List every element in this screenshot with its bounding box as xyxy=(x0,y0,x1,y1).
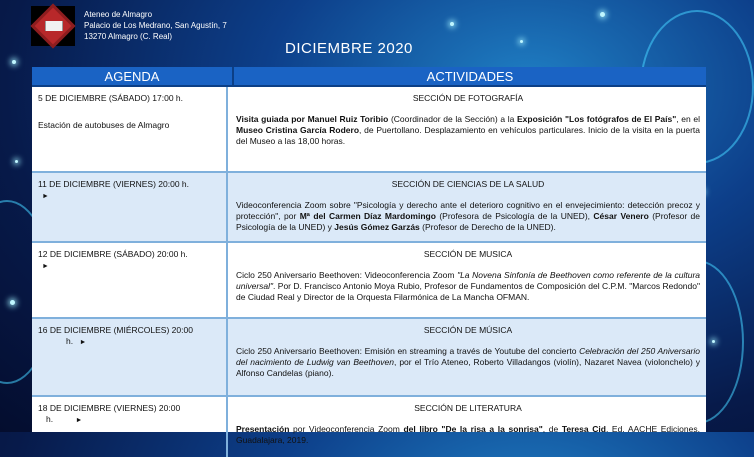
event-date: 18 DE DICIEMBRE (VIERNES) 20:00 xyxy=(38,403,181,413)
table-row xyxy=(32,87,706,173)
column-header-activities: ACTIVIDADES xyxy=(426,68,514,84)
decorative-sparkle xyxy=(600,12,605,17)
event-date: 16 DE DICIEMBRE (MIÉRCOLES) 20:00 xyxy=(38,325,193,335)
column-header-agenda: AGENDA xyxy=(32,67,234,85)
table-header xyxy=(32,67,706,87)
agenda-cell xyxy=(32,87,228,171)
section-title: SECCIÓN DE MUSICA xyxy=(423,249,513,259)
activity-text: Teresa Cid xyxy=(561,424,606,434)
activity-text: concierto xyxy=(541,346,580,356)
agenda-cell xyxy=(32,173,228,241)
activity-cell xyxy=(228,243,706,317)
agenda-table xyxy=(32,67,706,445)
activity-text: del libro "De la risa a la sonrisa" xyxy=(403,424,543,434)
activity-text: , de Puertollano. Desplazamiento en vehículos particulares. Inicio de la visita en la puerta del Museo a las 18,00 horas. xyxy=(236,125,700,146)
activity-text: , en el xyxy=(676,114,701,124)
event-date-suffix: h. xyxy=(66,336,74,346)
activity-text: Videoconferencia Zoom sobre "Psicología y derecho ante el deterioro cognitivo en el envejecimiento: detección precoz y protección", por xyxy=(236,200,700,221)
section-title: SECCIÓN DE MÚSICA xyxy=(423,325,513,335)
decorative-sparkle xyxy=(15,160,18,163)
activity-text: Museo Cristina García Rodero xyxy=(236,125,360,135)
table-row xyxy=(32,319,706,397)
section-title: SECCIÓN DE FOTOGRAFÍA xyxy=(412,93,524,103)
activity-text: (Coordinador de la Sección) a la xyxy=(388,114,517,124)
org-city: 13270 Almagro (C. Real) xyxy=(84,32,173,41)
event-place: Estación de autobuses de Almagro xyxy=(38,120,170,130)
activity-text: Jesús Gómez Garzás xyxy=(334,222,420,232)
activity-text: "La Novena Sinfonía de Beethoven como referente de la cultura universal" xyxy=(236,270,701,291)
activity-cell xyxy=(228,87,706,171)
table-row xyxy=(32,397,706,457)
agenda-cell xyxy=(32,243,228,317)
ateneo-logo xyxy=(31,6,75,46)
organization-address xyxy=(84,9,227,42)
event-date-suffix: h. xyxy=(46,414,54,424)
activity-text: Celebración del 250 Aniversario del nacimiento de Ludwig van Beethoven xyxy=(236,346,700,367)
decorative-sparkle xyxy=(450,22,454,26)
activity-text: Ciclo 250 Aniversario Beethoven: Videoconferencia Zoom xyxy=(236,270,458,280)
activity-text: Presentación xyxy=(236,424,290,434)
activity-text: , de xyxy=(542,424,562,434)
activity-text: , por el Trío Ateneo, Roberto Villadangos (violín), Nazaret Navea (violonchelo) y Alfonso Candelas (piano). xyxy=(236,357,700,378)
activity-text: : Emisión en streaming a través de Youtube del xyxy=(359,346,542,356)
activity-text: (Profesor de Derecho de la UNED). xyxy=(419,222,556,232)
table-row xyxy=(32,243,706,319)
activity-text: (Profesor de Psicología de la UNED) y xyxy=(236,211,701,232)
activity-cell xyxy=(228,397,706,457)
activity-text: César Venero xyxy=(593,211,649,221)
activity-text: Ciclo 250 Aniversario Beethoven xyxy=(236,346,360,356)
bullet-icon: ► xyxy=(42,193,49,200)
decorative-sparkle xyxy=(520,40,523,43)
decorative-sparkle xyxy=(10,300,15,305)
activity-cell xyxy=(228,319,706,395)
agenda-cell xyxy=(32,397,228,457)
bullet-icon: ► xyxy=(79,339,87,346)
activity-text: . Por D. Francisco Antonio Moya Rubio, Profesor de Fundamentos de Composición del C.P.M. "Marcos Redondo" de Ciudad Real y Director de la Orquesta Filarmónica de La Mancha OFMAN. xyxy=(236,281,700,302)
decorative-sparkle xyxy=(712,340,715,343)
activity-text: . Ed. AACHE Ediciones. Guadalajara, 2019. xyxy=(236,424,700,445)
activity-text: Visita guiada por Manuel Ruiz Toribio xyxy=(236,114,389,124)
org-name: Ateneo de Almagro xyxy=(84,10,153,19)
section-title: SECCIÓN DE LITERATURA xyxy=(414,403,522,413)
decorative-sparkle xyxy=(12,60,16,64)
event-date: 5 DE DICIEMBRE (SÁBADO) 17:00 h. xyxy=(38,93,184,103)
activity-cell xyxy=(228,173,706,241)
section-title: SECCIÓN DE CIENCIAS DE LA SALUD xyxy=(391,179,545,189)
agenda-cell xyxy=(32,319,228,395)
bullet-icon: ► xyxy=(75,417,83,424)
activity-text: Mª del Carmen Díaz Mardomingo xyxy=(299,211,436,221)
bullet-icon: ► xyxy=(42,263,49,270)
activity-text: por Videoconferencia Zoom xyxy=(289,424,404,434)
page-title: DICIEMBRE 2020 xyxy=(285,40,413,57)
activity-text: Exposición "Los fotógrafos de El País" xyxy=(517,114,677,124)
org-street: Palacio de Los Medrano, San Agustín, 7 xyxy=(84,21,227,30)
event-date: 11 DE DICIEMBRE (VIERNES) 20:00 h. xyxy=(38,179,190,189)
event-date: 12 DE DICIEMBRE (SÁBADO) 20:00 h. xyxy=(38,249,188,259)
activity-text: (Profesora de Psicología de la UNED), xyxy=(435,211,594,221)
table-row xyxy=(32,173,706,243)
